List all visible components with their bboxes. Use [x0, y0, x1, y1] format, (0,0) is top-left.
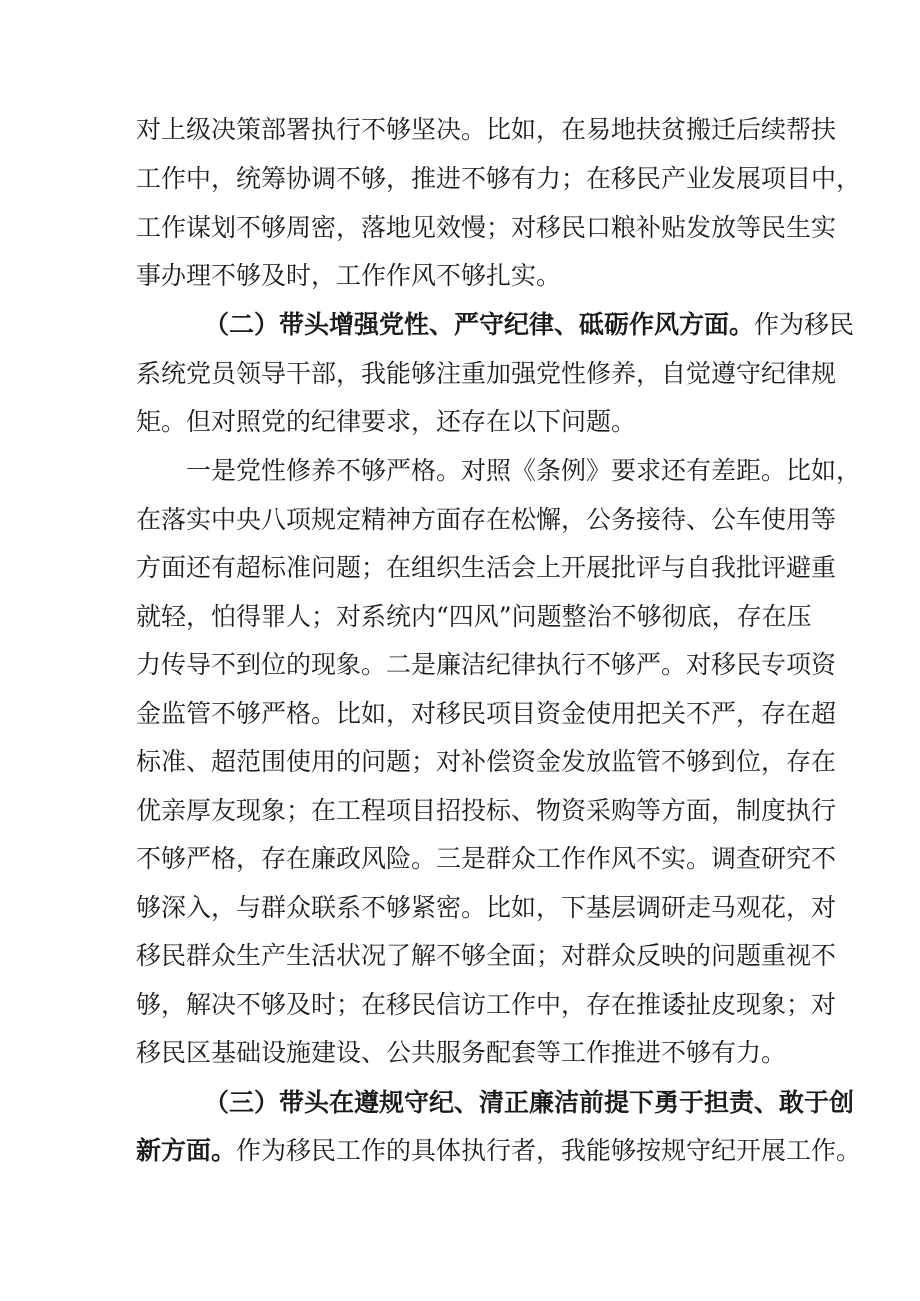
text-line: 够，解决不够及时；在移民信访工作中，存在推诿扯皮现象；对: [136, 990, 837, 1019]
text-line: 不够严格，存在廉政风险。三是群众工作作风不实。调查研究不: [136, 844, 837, 873]
text-line: 移民区基础设施建设、公共服务配套等工作推进不够有力。: [136, 1038, 787, 1067]
section-heading: 新方面。: [136, 1136, 237, 1165]
text-run: 作为移民工作的具体执行者，我能够按规守纪开展工作。: [236, 1136, 862, 1165]
section-heading-line: （三）带头在遵规守纪、清正廉洁前提下勇于担责、敢于创: [204, 1088, 855, 1117]
section-heading-line: [204, 301, 855, 349]
text-line: 在落实中央八项规定精神方面存在松懈，公务接待、公车使用等: [136, 505, 837, 534]
text-line: 力传导不到位的现象。二是廉洁纪律执行不够严。对移民专项资: [136, 650, 837, 679]
text-run: 作为移民: [754, 310, 855, 339]
text-line: 优亲厚友现象；在工程项目招投标、物资采购等方面，制度执行: [136, 796, 837, 825]
text-line: 一是党性修养不够严格。对照《条例》要求还有差距。比如，: [186, 456, 862, 485]
text-line: 金监管不够严格。比如，对移民项目资金使用把关不严，存在超: [136, 699, 837, 728]
text-line: 就轻，怕得罪人；对系统内“四风”问题整治不够彻底，存在压: [136, 602, 812, 631]
section-heading: （二）带头增强党性、严守纪律、砥砺作风方面。: [204, 310, 755, 339]
text-line: 方面还有超标准问题；在组织生活会上开展批评与自我批评避重: [136, 553, 837, 582]
text-line: 工作谋划不够周密，落地见效慢；对移民口粮补贴发放等民生实: [136, 213, 837, 242]
text-line: 事办理不够及时，工作作风不够扎实。: [136, 261, 562, 290]
text-line: 对上级决策部署执行不够坚决。比如，在易地扶贫搬迁后续帮扶: [136, 115, 837, 144]
text-line: 够深入，与群众联系不够紧密。比如，下基层调研走马观花，对: [136, 893, 837, 922]
text-line: 系统党员领导干部，我能够注重加强党性修养，自觉遵守纪律规: [136, 359, 837, 388]
text-line: 工作中，统筹协调不够，推进不够有力；在移民产业发展项目中，: [136, 164, 862, 193]
section-heading-line: [136, 1127, 862, 1175]
text-line: 矩。但对照党的纪律要求，还存在以下问题。: [136, 407, 637, 436]
text-line: 标准、超范围使用的问题；对补偿资金发放监管不够到位，存在: [136, 747, 837, 776]
text-line: 移民群众生产生活状况了解不够全面；对群众反映的问题重视不: [136, 941, 837, 970]
